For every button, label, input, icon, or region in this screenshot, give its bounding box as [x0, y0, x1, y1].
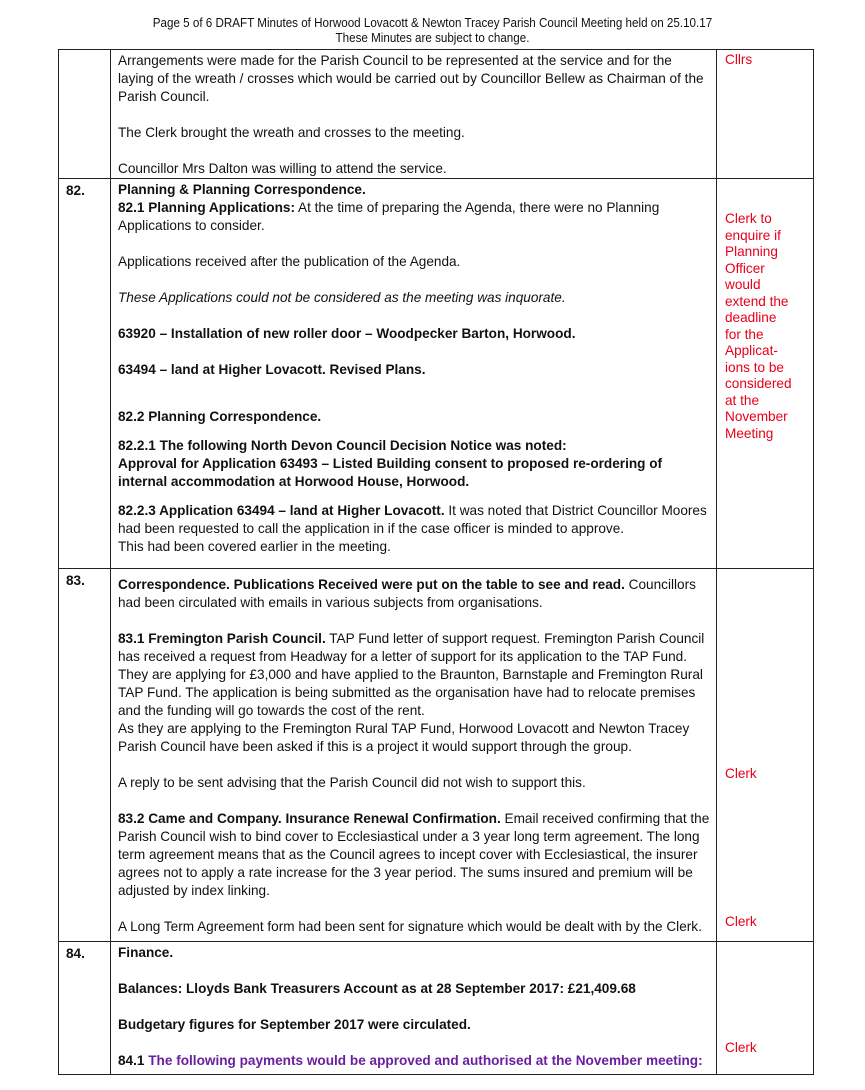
- subsection-heading: 82.2.3 Application 63494 – land at Higher Lovacott.: [118, 503, 445, 518]
- subsection-text: Email received confirming that the Parish Council wish to bind cover to Ecclesiastical under a 3 year long term agreement. The long term agreement means that as the Council agrees to incept cover with Ecclesiastical, the insurer agrees not to apply a rate increase for the 3 year period. The sums insured and premium will be adjusted by index linking.: [118, 811, 710, 898]
- application-entry: 63494 – land at Higher Lovacott. Revised Plans.: [118, 362, 426, 377]
- action-line: Planning: [725, 244, 778, 259]
- table-row: [59, 569, 814, 942]
- section-title: Planning & Planning Correspondence.: [118, 182, 366, 197]
- application-entry: 63920 – Installation of new roller door – Woodpecker Barton, Horwood.: [118, 326, 576, 341]
- paragraph: Arrangements were made for the Parish Council to be represented at the service and for the laying of the wreath / crosses which would be carried out by Councillor Bellew as Chairman of the Parish Council.: [118, 53, 704, 104]
- paragraph: A Long Term Agreement form had been sent for signature which would be dealt with by the Clerk.: [118, 919, 702, 934]
- item-number: 84.: [59, 942, 111, 1075]
- paragraph: This had been covered earlier in the meeting.: [118, 539, 391, 554]
- paragraph: [118, 502, 710, 538]
- item-number: 83.: [59, 569, 111, 942]
- item-body: [111, 50, 717, 179]
- paragraph: [118, 199, 710, 235]
- paragraph: [118, 810, 710, 900]
- paragraph: Councillor Mrs Dalton was willing to attend the service.: [118, 161, 447, 176]
- action-line: would: [725, 277, 761, 292]
- subsection-heading: 83.1 Fremington Parish Council.: [118, 631, 326, 646]
- action-line: Meeting: [725, 425, 774, 441]
- subsection-text: At the time of preparing the Agenda, there were no Planning Applications to consider.: [118, 200, 660, 233]
- paragraph: As they are applying to the Fremington Rural TAP Fund, Horwood Lovacott and Newton Tracey Parish Council have been asked if this is a project it would support through the group.: [118, 721, 690, 754]
- item-number: 82.: [59, 179, 111, 569]
- action-cell: [717, 569, 814, 942]
- subsection-heading: 82.2 Planning Correspondence.: [118, 409, 322, 424]
- table-row: [59, 942, 814, 1075]
- action-label: Clerk: [725, 1040, 757, 1055]
- paragraph: [118, 1052, 710, 1070]
- action-line: Applicat-: [725, 343, 778, 358]
- action-line: extend the: [725, 293, 789, 309]
- subsection-heading: 84.1: [118, 1053, 145, 1068]
- action-label: Cllrs: [725, 52, 753, 67]
- action-line: deadline: [725, 310, 777, 325]
- table-row: [59, 50, 814, 179]
- balance-line: Balances: Lloyds Bank Treasurers Account as at 28 September 2017: £21,409.68: [118, 981, 636, 996]
- subsection-text: The following payments would be approved and authorised at the November meeting:: [144, 1053, 703, 1068]
- action-label: Clerk: [725, 766, 757, 781]
- header-title: Page 5 of 6 DRAFT Minutes of Horwood Lovacott & Newton Tracey Parish Council Meeting held on 25.10.17: [152, 16, 713, 30]
- paragraph: These Applications could not be considered as the meeting was inquorate.: [118, 290, 566, 305]
- subsection-text: It was noted that District Councillor Moores had been requested to call the application in if the case officer is minded to approve.: [118, 503, 707, 536]
- item-number: [59, 50, 111, 179]
- paragraph: 82.2.1 The following North Devon Council Decision Notice was noted:: [118, 438, 567, 453]
- subsection-text: TAP Fund letter of support request. Fremington Parish Council has received a request from Headway for a letter of support for its application to the TAP Fund. They are applying for £3,000 and have applied to the Braunton, Barnstaple and Fremington Rural TAP Fund. The application is being submitted as the organisation have had to relocate premises and the funding will go towards the cost of the rent.: [118, 631, 705, 718]
- action-line: considered: [725, 376, 792, 391]
- item-body: [111, 569, 717, 942]
- paragraph: [118, 630, 710, 720]
- minutes-table: [58, 49, 814, 1075]
- item-body: [111, 942, 717, 1075]
- header-note: These Minutes are subject to change.: [335, 31, 530, 45]
- paragraph: A reply to be sent advising that the Parish Council did not wish to support this.: [118, 775, 586, 790]
- action-line: Officer: [725, 260, 765, 276]
- action-label: Clerk: [725, 914, 757, 929]
- section-title: Finance.: [118, 945, 174, 960]
- action-cell: [717, 179, 814, 569]
- subsection-heading: Correspondence. Publications Received were put on the table to see and read.: [118, 577, 625, 592]
- paragraph: Approval for Application 63493 – Listed Building consent to proposed re-ordering of internal accommodation at Horwood House, Horwood.: [118, 456, 663, 489]
- item-body: [111, 179, 717, 569]
- action-line: ions to be: [725, 359, 784, 375]
- action-cell: [717, 50, 814, 179]
- paragraph: Budgetary figures for September 2017 were circulated.: [118, 1017, 471, 1032]
- action-line: enquire if: [725, 227, 781, 243]
- action-cell: [717, 942, 814, 1075]
- subsection-heading: 83.2 Came and Company. Insurance Renewal Confirmation.: [118, 811, 501, 826]
- paragraph: Applications received after the publication of the Agenda.: [118, 254, 461, 269]
- action-line: at the: [725, 392, 760, 408]
- action-line: Clerk to: [725, 211, 772, 226]
- page-header: [30, 16, 834, 46]
- table-row: [59, 179, 814, 569]
- paragraph: The Clerk brought the wreath and crosses to the meeting.: [118, 125, 465, 140]
- subsection-heading: 82.1 Planning Applications:: [118, 200, 295, 215]
- action-line: November: [725, 409, 788, 424]
- paragraph: [118, 576, 710, 612]
- action-line: for the: [725, 326, 764, 342]
- subsection-text: Councillors had been circulated with emails in various subjects from organisations.: [118, 577, 696, 610]
